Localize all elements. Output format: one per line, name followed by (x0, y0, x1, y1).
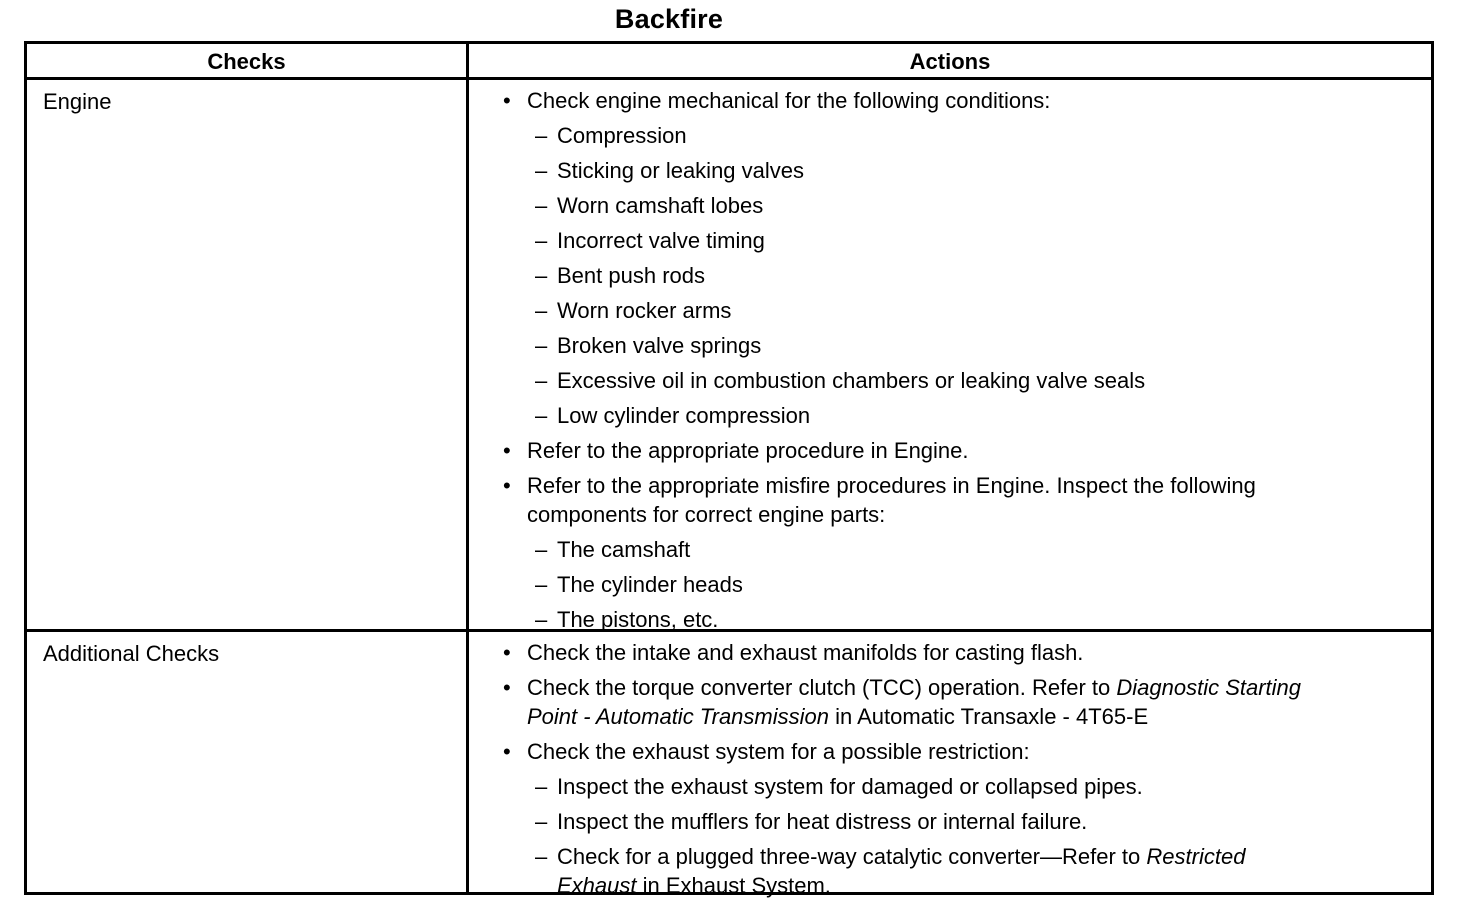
bullet-icon: • (503, 675, 511, 700)
actions-engine (499, 86, 1409, 634)
header-checks: Checks (207, 49, 286, 74)
dash-icon: – (535, 158, 548, 183)
dash-icon: – (535, 263, 548, 288)
dash-icon: – (535, 193, 548, 218)
dash-icon: – (535, 809, 548, 834)
page-title: Backfire (614, 4, 724, 34)
dash-icon: – (535, 123, 548, 148)
list-item: • Check the intake and exhaust manifolds for casting flash. (503, 640, 1084, 665)
dash-icon: – (535, 607, 548, 632)
list-item: • Check engine mechanical for the following conditions: (503, 88, 1051, 113)
check-additional: Additional Checks (43, 641, 220, 666)
list-item: • Check the exhaust system for a possible restriction: (503, 739, 1030, 764)
list-item: – The pistons, etc. (535, 607, 719, 632)
actions-additional (499, 638, 1409, 900)
dash-icon: – (535, 333, 548, 358)
bullet-icon: • (503, 739, 511, 764)
bullet-icon: • (503, 438, 511, 463)
bullet-icon: • (503, 473, 511, 498)
list-item: – Inspect the mufflers for heat distress or internal failure. (535, 809, 1088, 834)
list-item: – The camshaft (535, 537, 691, 562)
dash-icon: – (535, 298, 548, 323)
list-item: – Worn rocker arms (535, 298, 732, 323)
list-item: – The cylinder heads (535, 572, 743, 597)
dash-icon: – (535, 844, 548, 869)
column-divider (466, 44, 469, 892)
list-item: • Check the torque converter clutch (TCC) operation. Refer to Diagnostic Starting (503, 675, 1302, 700)
list-item: – Excessive oil in combustion chambers or leaking valve seals (535, 368, 1146, 393)
list-item: – Low cylinder compression (535, 403, 811, 428)
list-item: – Bent push rods (535, 263, 705, 288)
diagnostic-table (24, 41, 1434, 898)
dash-icon: – (535, 403, 548, 428)
dash-icon: – (535, 228, 548, 253)
list-item-continuation: Point - Automatic Transmission in Automatic Transaxle - 4T65-E (527, 704, 1149, 729)
dash-icon: – (535, 537, 548, 562)
dash-icon: – (535, 774, 548, 799)
list-item: – Worn camshaft lobes (535, 193, 764, 218)
list-item-continuation: Exhaust in Exhaust System. (557, 873, 831, 898)
bullet-icon: • (503, 640, 511, 665)
list-item: • Refer to the appropriate misfire procedures in Engine. Inspect the following (503, 473, 1256, 498)
list-item: – Broken valve springs (535, 333, 762, 358)
list-item: • Refer to the appropriate procedure in Engine. (503, 438, 969, 463)
check-engine: Engine (43, 89, 112, 114)
header-divider (27, 77, 1431, 80)
dash-icon: – (535, 572, 548, 597)
list-item: – Inspect the exhaust system for damaged or collapsed pipes. (535, 774, 1143, 799)
dash-icon: – (535, 368, 548, 393)
list-item: – Sticking or leaking valves (535, 158, 805, 183)
list-item: – Compression (535, 123, 687, 148)
list-item: – Incorrect valve timing (535, 228, 765, 253)
bullet-icon: • (503, 88, 511, 113)
list-item: – Check for a plugged three-way catalytic converter—Refer to Restricted (535, 844, 1246, 869)
header-actions: Actions (909, 49, 991, 74)
list-item-continuation: components for correct engine parts: (527, 502, 886, 527)
